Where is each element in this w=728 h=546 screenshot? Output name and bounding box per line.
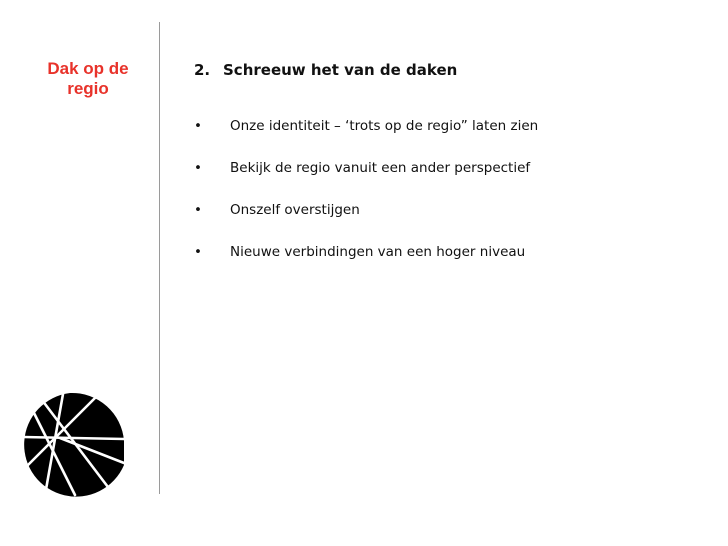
heading-text: Schreeuw het van de daken [223,61,458,79]
section-heading [194,60,457,80]
vertical-divider [159,22,160,494]
bullet-marker: • [194,160,202,176]
bullet-text: Onszelf overstijgen [230,202,360,218]
list-item [194,242,538,262]
list-item [194,116,538,136]
list-item [194,158,538,178]
bullet-marker: • [194,244,202,260]
list-item [194,200,538,220]
bullet-text: Bekijk de regio vanuit een ander perspectief [230,160,531,176]
bullet-list [194,116,538,284]
logo-icon [20,391,128,499]
bullet-text: Nieuwe verbindingen van een hoger niveau [230,244,526,260]
fractured-circle-logo-icon [20,391,128,499]
bullet-marker: • [194,202,202,218]
heading-number: 2. [194,61,211,79]
bullet-marker: • [194,118,202,134]
sidebar-title: Dak op de regio [47,59,129,98]
bullet-text: Onze identiteit – ‘trots op de regio” laten zien [230,118,539,134]
